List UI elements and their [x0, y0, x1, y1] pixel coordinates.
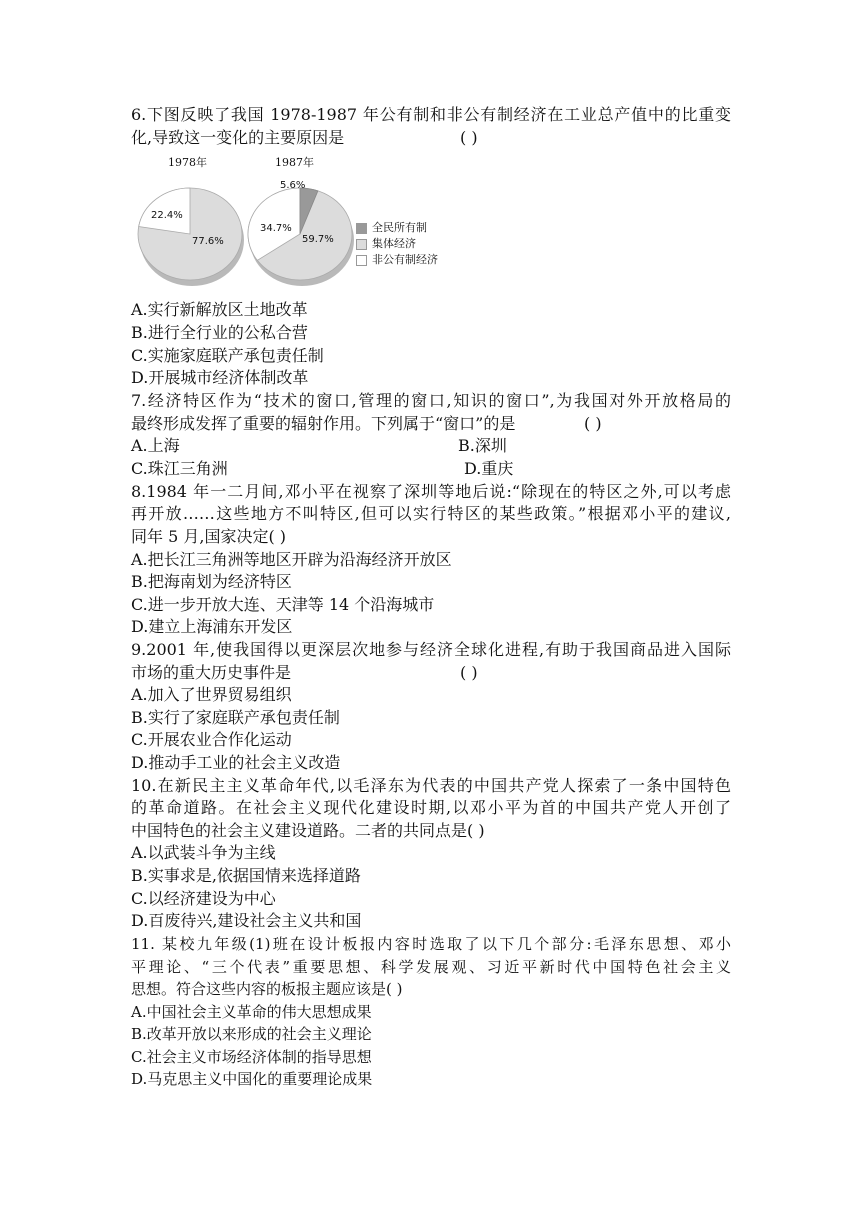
q11-option-c: C.社会主义市场经济体制的指导思想 [131, 1048, 372, 1066]
chart-title-1978: 1978年 [168, 156, 207, 169]
q9-stem-line2: 市场的重大历史事件是 [131, 663, 292, 682]
legend-label-state: 全民所有制 [372, 221, 427, 234]
pie-chart-figure [130, 152, 470, 292]
q11-option-a: A.中国社会主义革命的伟大思想成果 [131, 1003, 372, 1021]
legend-swatch-collective [356, 239, 367, 250]
q9-option-a: A.加入了世界贸易组织 [131, 685, 292, 704]
pie-1978-label-collective: 77.6% [192, 236, 224, 247]
q11-option-d: D.马克思主义中国化的重要理论成果 [131, 1070, 373, 1088]
q8-option-d: D.建立上海浦东开发区 [131, 617, 293, 636]
q7-option-a: A.上海 [131, 436, 180, 455]
q11-stem-line2: 平理论、“三个代表”重要思想、科学发展观、习近平新时代中国特色社会主义 [131, 958, 731, 976]
q6-stem-line1: 6.下图反映了我国 1978-1987 年公有制和非公有制经济在工业总产值中的比重变 [131, 105, 731, 124]
q7-option-b: B.深圳 [458, 436, 507, 455]
q7-stem-line2: 最终形成发挥了重要的辐射作用。下列属于“窗口”的是 [131, 414, 516, 433]
q10-option-c: C.以经济建设为中心 [131, 889, 276, 908]
q8-option-a: A.把长江三角洲等地区开辟为沿海经济开放区 [131, 550, 452, 569]
q8-stem-line3: 同年 5 月,国家决定( ) [131, 527, 287, 546]
q9-option-b: B.实行了家庭联产承包责任制 [131, 708, 340, 727]
q6-stem-line2: 化,导致这一变化的主要原因是 [131, 128, 345, 147]
legend-swatch-private [356, 255, 367, 266]
pie-1978-label-private: 22.4% [151, 210, 183, 221]
q10-option-a: A.以武装斗争为主线 [131, 843, 276, 862]
q9-stem-line1: 9.2001 年,使我国得以更深层次地参与经济全球化进程,有助于我国商品进入国际 [131, 640, 731, 659]
q10-option-b: B.实事求是,依据国情来选择道路 [131, 866, 361, 885]
q6-option-a: A.实行新解放区土地改革 [131, 300, 308, 319]
q10-stem-line2: 的革命道路。在社会主义现代化建设时期,以邓小平为首的中国共产党人开创了 [131, 798, 731, 817]
q9-option-c: C.开展农业合作化运动 [131, 730, 292, 749]
q10-stem-line1: 10.在新民主主义革命年代,以毛泽东为代表的中国共产党人探索了一条中国特色 [131, 776, 731, 795]
q10-stem-line3: 中国特色的社会主义建设道路。二者的共同点是( ) [131, 821, 485, 840]
q6-answer-paren: ( ) [460, 128, 478, 147]
q7-option-c: C.珠江三角洲 [131, 459, 228, 478]
q8-option-b: B.把海南划为经济特区 [131, 572, 292, 591]
q11-option-b: B.改革开放以来形成的社会主义理论 [131, 1025, 372, 1043]
q9-option-d: D.推动手工业的社会主义改造 [131, 753, 341, 772]
q7-answer-paren: ( ) [584, 414, 602, 433]
q6-option-c: C.实施家庭联产承包责任制 [131, 346, 324, 365]
q6-option-d: D.开展城市经济体制改革 [131, 368, 309, 387]
q6-option-b: B.进行全行业的公私合营 [131, 323, 308, 342]
legend-swatch-state [356, 223, 367, 234]
legend-label-collective: 集体经济 [372, 237, 416, 250]
q9-answer-paren: ( ) [460, 663, 478, 682]
pie-1987-label-private: 34.7% [260, 223, 292, 234]
legend-label-private: 非公有制经济 [372, 253, 438, 266]
q11-stem-line3: 思想。符合这些内容的板报主题应该是( ) [131, 980, 403, 998]
q10-option-d: D.百废待兴,建设社会主义共和国 [131, 911, 362, 930]
q7-option-d: D.重庆 [464, 459, 514, 478]
q8-option-c: C.进一步开放大连、天津等 14 个沿海城市 [131, 595, 435, 614]
pie-1987-label-state: 5.6% [280, 180, 306, 191]
q11-stem-line1: 11. 某校九年级(1)班在设计板报内容时选取了以下几个部分:毛泽东思想、邓小 [131, 935, 731, 953]
q7-stem-line1: 7.经济特区作为“技术的窗口,管理的窗口,知识的窗口”,为我国对外开放格局的 [131, 391, 731, 410]
pie-1987-label-collective: 59.7% [302, 234, 334, 245]
q8-stem-line1: 8.1984 年一二月间,邓小平在视察了深圳等地后说:“除现在的特区之外,可以考虑 [131, 482, 731, 501]
q8-stem-line2: 再开放……这些地方不叫特区,但可以实行特区的某些政策。”根据邓小平的建议, [131, 504, 731, 523]
chart-title-1987: 1987年 [275, 156, 314, 169]
